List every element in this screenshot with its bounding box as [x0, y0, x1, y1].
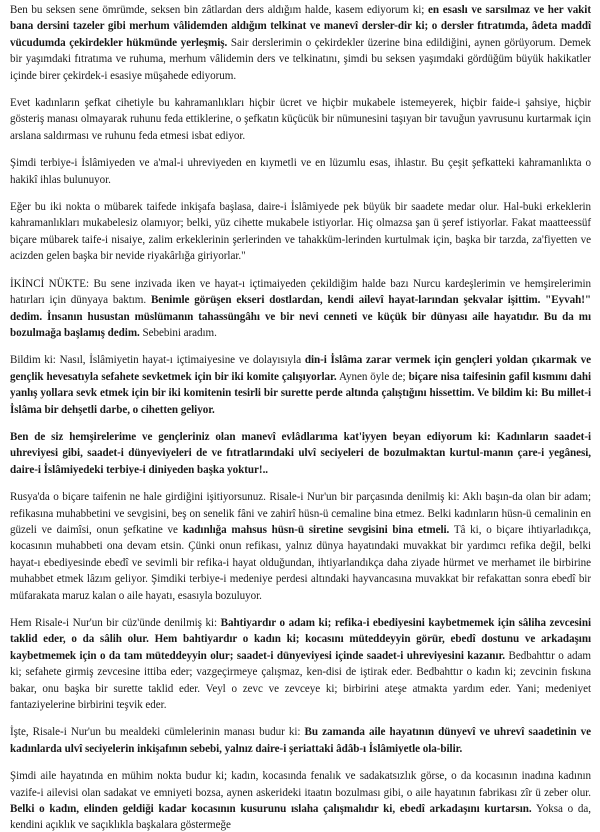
bold-text-segment: en esaslı ve sarsılmaz ve her vakit bana dersini tazeler gibi merhum vâlidemden aldığım telkinat ve manevî dersler-dir ki; o dersler fıtratımda, âdeta maddî vücudumda çekirdekler hükmünde yerleşmiş. — [10, 4, 591, 49]
paragraph — [10, 352, 591, 418]
paragraph — [10, 489, 591, 604]
paragraph — [10, 429, 591, 478]
text-segment: Şimdi aile hayatında en mühim nokta budur ki; kadın, kocasında fenalık ve sadakatsızlık görse, o da kocasının inadına kadının vazife-i ailevisi olan sadakat ve emniyeti bozsa, aynen askerideki itaatın bozulması gibi, o aile hayatının fabrikası zîr ü zeber olur. — [10, 770, 591, 799]
paragraph — [10, 155, 591, 188]
bold-text-segment: din-i İslâma zarar vermek için gençleri yoldan çıkarmak ve gençlik hevesatıyla sefahete sevketmek için bir iki komite çalışıyorlar. — [10, 354, 592, 383]
bold-text-segment: Ben de siz hemşirelerime ve gençleriniz olan manevî evlâdlarıma kat'iyyen beyan ediyorum ki: Kadınların saadet-i uhreviyesi gibi, saadet-i dünyeviyeleri de ve fıtratlarındaki ulvî seciyeleri de bozulmaktan kurtul-manın çare-i yegânesi, daire-i İslâmiyedeki terbiye-i diniyeden başka yoktur!.. — [10, 430, 591, 476]
text-segment: Yoksa o da, kendini açıklık ve saçıklıkla başkalara göstermeğe — [10, 803, 591, 832]
paragraph — [10, 724, 591, 757]
paragraph — [10, 276, 591, 342]
bold-text-segment: kadınlığa mahsus hüsn-ü siretine sevgisini bina etmeli. — [182, 523, 450, 536]
text-segment: Rusya'da o biçare taifenin ne hale girdiğini işitiyorsunuz. Risale-i Nur'un bir parçasında denilmiş ki: Aklı başın-da olan bir adam; refikasına muhabbetini ve sevgisini, beş on senelik fâni ve zahirî hüsn-ü cemaline bina etmez. Belki kadınların hüsn-ü cemalinin en güzeli ve daimîsi, onun şefkatine ve — [10, 491, 591, 536]
text-segment: Bildim ki: Nasıl, İslâmiyetin hayat-ı içtimaiyesine ve dolayısıyla — [10, 354, 305, 367]
bold-text-segment: Bu zamanda aile hayatının dünyevî ve uhrevî saadetinin ve kadınlarda ulvî seciyelerin inkişafının sebebi, yalnız daire-i şeriattaki âdâb-ı İslâmiyetle ola-bilir. — [10, 726, 591, 755]
text-segment: Aynen öyle de; — [336, 370, 409, 383]
text-segment: Sair derslerimin o çekirdekler üzerine bina edildiğini, aynen görüyorum. Demek bir yaşımdaki fıtratıma ve ruhuma, merhum vâlidemin ders ve telkinatını, şimdi bu seksen yaşımdaki gördüğüm büyük hakikatler içinde birer çekirdek-i esasiye müşahede ediyorum. — [10, 36, 592, 82]
paragraph — [10, 2, 591, 84]
bold-text-segment: Benimle görüşen ekseri dostlardan, kendi ailevî hayat-larından şekvalar işittim. "Eyvah!" dedim. İnsanın husustan müslümanın tahassüngâhı ve bir nevi cenneti ve küçük bir dünyası aile hayatıdır. Bu da mı bozulmağa başlamış dedim. — [10, 294, 591, 339]
text-segment: İşte, Risale-i Nur'un bu mealdeki cümlelerinin manası budur ki: — [10, 726, 305, 739]
paragraph — [10, 199, 591, 265]
text-segment: Hem Risale-i Nur'un bir cüz'ünde denilmiş ki: — [10, 617, 221, 629]
text-segment: Şimdi terbiye-i İslâmiyeden ve a'mal-i uhreviyeden en kıymetli ve en lüzumlu esas, ihlastır. Bu çeşit şefkatteki kahramanlıkta o hakikî ihlas bulunuyor. — [10, 157, 591, 186]
text-segment: Sebebini aradım. — [139, 326, 217, 339]
text-segment: Tâ ki, o biçare ihtiyarladıkça, kocasının muhabbeti ona devam etsin. Çünki onun refikası, yalnız dünya hayatındaki muvakkat bir yardımcı refika değil, belki hayat-ı ebediyesinde ebedî ve sevimli bir refika-i hayat olduğundan, ihtiyarlandıkça daha ziyade hürmet ve merhamet ile birbirine muhabbet etmek lâzım geliyor. Şimdiki terbiye-i medeniye perdesi altındaki hayvancasına muvakkat bir refakattan sonra ebedî bir müfarakata maruz kalan o aile hayatı, esasıyla bozuluyor. — [10, 523, 591, 602]
paragraph — [10, 615, 591, 713]
bold-text-segment: biçare nisa taifesinin gafil kısmını dahi yanlış yollara sevk etmek için bir iki komitenin tesirli bir surette perde altında çalıştığını hissettim. Ve bildim ki: Bu millet-i İslâma bir dehşetli darbe, o cihetten geliyor. — [10, 370, 592, 416]
paragraph — [10, 768, 591, 832]
bold-text-segment: Bahtiyardır o adam ki; refika-i ebediyesini kaybetmemek için sâliha zevcesini taklid eder, o da sâlih olur. Hem bahtiyardır o kadın ki; kocasını müteddeyyin görür, ebedî dostunu ve arkadaşını kaybetmemek için o da tam müteddeyyin olur; saadet-i dünyeviyesi içinde saadet-i uhreviyesini kazanır. — [10, 617, 591, 662]
text-segment: Bedbahttır o adam ki; sefahete girmiş zevcesine ittiba eder; vazgeçirmeye çalışmaz, ken-disi de iştirak eder. Bedbahttır o kadın ki; zevcinin fıskına bakar, onu başka bir surette taklid eder. Veyl o zevc ve zevceye ki; birbirini ateşe atmakta yardım eder. Yani; medeniyet fantaziyelerine birbirini teşvik eder. — [10, 649, 591, 712]
text-segment: Evet kadınların şefkat cihetiyle bu kahramanlıkları hiçbir ücret ve hiçbir mukabele istemeyerek, hiçbir faide-i şahsiye, hiçbir gösteriş manası olmayarak ruhunu feda ettiklerine, o şefkatın küçücük bir nümunesini taşıyan bir tavuğun yavrusunu kurtarmak için arslana saldırması ve ruhunu feda etmesi isbat ediyor. — [10, 97, 591, 142]
paragraph — [10, 95, 591, 144]
text-segment: Ben bu seksen sene ömrümde, seksen bin zâtlardan ders aldığım halde, kasem ediyorum ki; — [10, 4, 428, 16]
text-segment: Eğer bu iki nokta o mübarek taifede inkişafa başlasa, daire-i İslâmiyede pek büyük bir saadete medar olur. Hal-buki erkeklerin kahramanlıkları mukabelesiz olamıyor; belki, yüz cihette mukabele istiyorlar. Hiç olmazsa şan ü şeref istiyorlar. Fakat maatteessüf biçare mübarek taife-i nisaiye, zalim erkeklerinin şerlerinden ve tahakküm-lerinden kurtulmak için, başka bir tarzda, za'fiyetten ve acizden gelen başka bir nevide riyakârlığa giriyorlar." — [10, 201, 591, 263]
bold-text-segment: Belki o kadın, elinden geldiği kadar kocasının kusurunu ıslaha çalışmalıdır ki, ebedî arkadaşını kurtarsın. — [10, 803, 532, 816]
text-segment: İKİNCİ NÜKTE: Bu sene inzivada iken ve hayat-ı içtimaiyeden çekildiğim halde bazı Nurcu kardeşlerimin ve hemşirelerimin hatırları için dünyaya baktım. — [10, 277, 591, 307]
